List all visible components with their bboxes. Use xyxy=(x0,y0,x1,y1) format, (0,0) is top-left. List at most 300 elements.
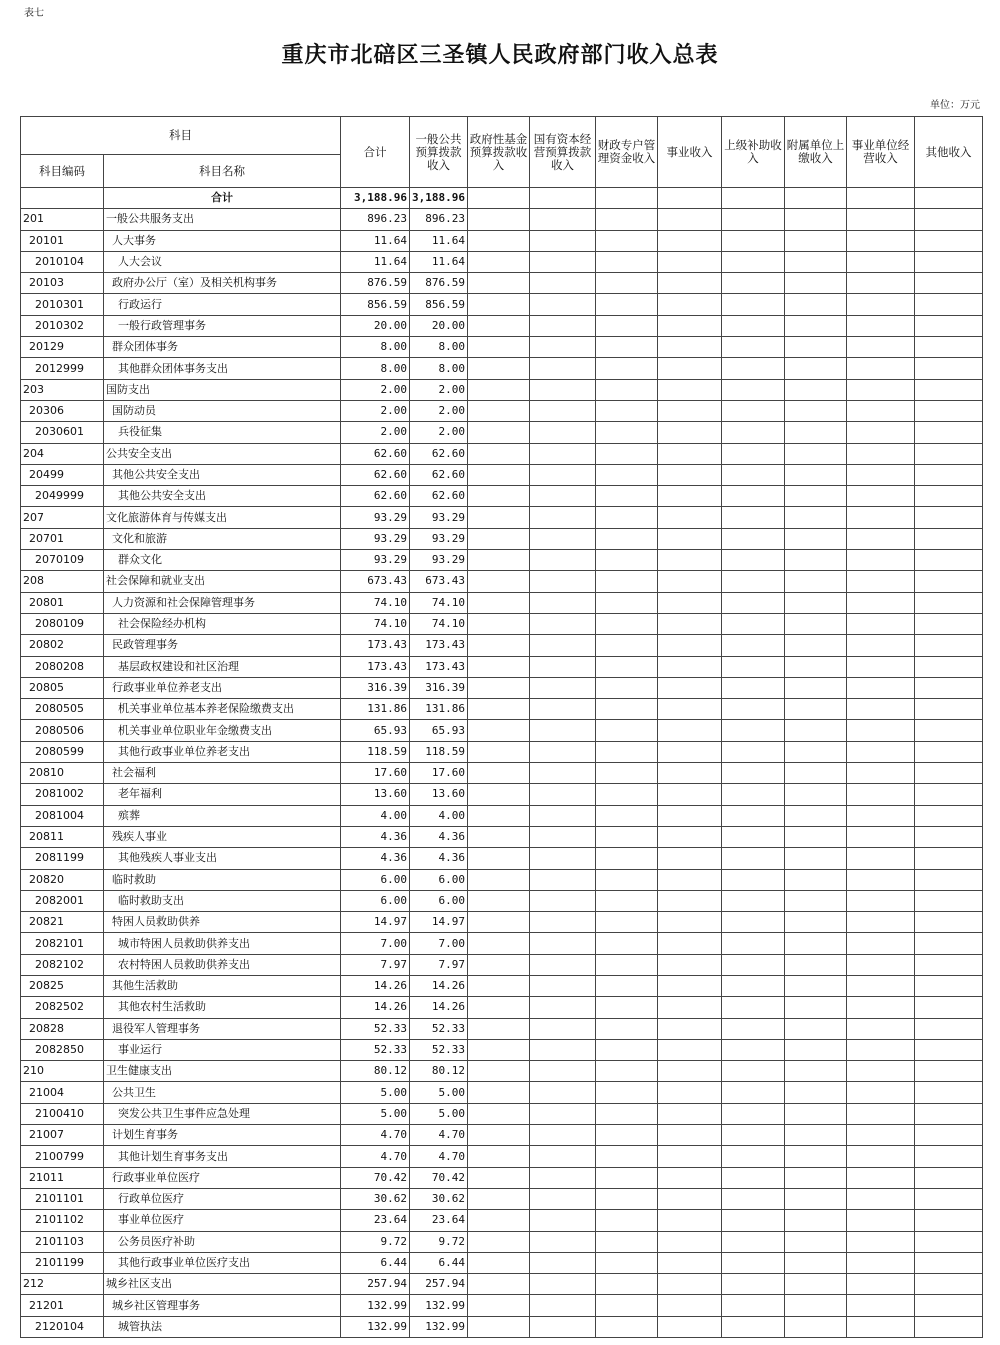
subject-name-cell: 其他计划生育事务支出 xyxy=(104,1146,341,1167)
empty-cell xyxy=(785,1188,847,1209)
empty-cell xyxy=(785,337,847,358)
empty-cell xyxy=(468,443,530,464)
empty-cell xyxy=(847,1188,915,1209)
empty-cell xyxy=(915,1061,983,1082)
empty-cell xyxy=(915,1252,983,1273)
empty-cell xyxy=(530,1231,596,1252)
general-budget-cell: 7.00 xyxy=(410,933,468,954)
total-cell: 93.29 xyxy=(341,507,410,528)
empty-cell xyxy=(785,1061,847,1082)
empty-cell xyxy=(468,230,530,251)
empty-cell xyxy=(785,954,847,975)
empty-cell xyxy=(468,975,530,996)
general-budget-cell: 4.36 xyxy=(410,848,468,869)
empty-cell xyxy=(847,507,915,528)
general-budget-cell: 673.43 xyxy=(410,571,468,592)
table-row xyxy=(21,507,983,528)
empty-cell xyxy=(468,699,530,720)
subject-name-cell: 文化和旅游 xyxy=(104,528,341,549)
empty-cell xyxy=(596,720,658,741)
table-row xyxy=(21,358,983,379)
general-budget-cell: 6.00 xyxy=(410,869,468,890)
empty-cell xyxy=(847,1039,915,1060)
empty-cell xyxy=(722,1125,785,1146)
general-budget-cell: 74.10 xyxy=(410,613,468,634)
empty-cell xyxy=(915,635,983,656)
empty-cell xyxy=(658,550,722,571)
general-budget-cell: 52.33 xyxy=(410,1018,468,1039)
empty-cell xyxy=(530,209,596,230)
table-row xyxy=(21,912,983,933)
empty-cell xyxy=(658,954,722,975)
empty-cell xyxy=(785,720,847,741)
total-cell: 896.23 xyxy=(341,209,410,230)
empty-cell xyxy=(596,379,658,400)
empty-cell xyxy=(530,550,596,571)
table-row xyxy=(21,720,983,741)
empty-cell xyxy=(596,400,658,421)
empty-cell xyxy=(915,954,983,975)
general-budget-cell: 14.26 xyxy=(410,997,468,1018)
empty-cell xyxy=(847,550,915,571)
empty-cell xyxy=(468,507,530,528)
empty-cell xyxy=(530,933,596,954)
subject-name-cell: 国防动员 xyxy=(104,400,341,421)
empty-cell xyxy=(468,209,530,230)
subject-code-cell: 21011 xyxy=(21,1167,104,1188)
empty-cell xyxy=(658,464,722,485)
table-row xyxy=(21,294,983,315)
total-cell: 11.64 xyxy=(341,230,410,251)
page-title: 重庆市北碚区三圣镇人民政府部门收入总表 xyxy=(281,42,719,68)
subject-name-cell: 机关事业单位职业年金缴费支出 xyxy=(104,720,341,741)
empty-cell xyxy=(915,1018,983,1039)
empty-cell xyxy=(530,273,596,294)
table-row xyxy=(21,422,983,443)
total-cell: 17.60 xyxy=(341,763,410,784)
empty-cell xyxy=(722,464,785,485)
empty-cell xyxy=(915,1103,983,1124)
table-row xyxy=(21,975,983,996)
header-state-capital: 国有资本经营预算拨款收入 xyxy=(530,117,596,188)
table-row xyxy=(21,954,983,975)
table-number-tag: 表七 xyxy=(24,8,44,19)
empty-cell xyxy=(530,1146,596,1167)
total-cell: 62.60 xyxy=(341,443,410,464)
empty-cell xyxy=(658,826,722,847)
subject-code-cell: 203 xyxy=(21,379,104,400)
total-cell: 8.00 xyxy=(341,337,410,358)
empty-cell xyxy=(785,443,847,464)
subject-code-cell: 20821 xyxy=(21,912,104,933)
empty-cell xyxy=(468,997,530,1018)
empty-cell xyxy=(468,1252,530,1273)
empty-cell xyxy=(722,1103,785,1124)
header-affiliated-income: 附属单位上缴收入 xyxy=(785,117,847,188)
empty-cell xyxy=(530,294,596,315)
empty-cell xyxy=(468,1188,530,1209)
total-cell: 11.64 xyxy=(341,251,410,272)
subject-name-cell: 公务员医疗补助 xyxy=(104,1231,341,1252)
subject-name-cell: 合计 xyxy=(104,188,341,209)
total-cell: 856.59 xyxy=(341,294,410,315)
empty-cell xyxy=(658,1167,722,1188)
empty-cell xyxy=(915,848,983,869)
subject-name-cell: 人大会议 xyxy=(104,251,341,272)
empty-cell xyxy=(530,1125,596,1146)
empty-cell xyxy=(658,699,722,720)
empty-cell xyxy=(915,720,983,741)
total-cell: 8.00 xyxy=(341,358,410,379)
empty-cell xyxy=(847,1252,915,1273)
empty-cell xyxy=(722,571,785,592)
general-budget-cell: 14.97 xyxy=(410,912,468,933)
subject-name-cell: 其他行政事业单位医疗支出 xyxy=(104,1252,341,1273)
header-superior-subsidy: 上级补助收入 xyxy=(722,117,785,188)
empty-cell xyxy=(847,251,915,272)
subject-name-cell: 特困人员救助供养 xyxy=(104,912,341,933)
empty-cell xyxy=(530,677,596,698)
total-cell: 62.60 xyxy=(341,486,410,507)
empty-cell xyxy=(785,422,847,443)
subject-code-cell: 20820 xyxy=(21,869,104,890)
table-row xyxy=(21,379,983,400)
subject-code-cell: 20103 xyxy=(21,273,104,294)
empty-cell xyxy=(722,826,785,847)
empty-cell xyxy=(468,251,530,272)
empty-cell xyxy=(658,912,722,933)
empty-cell xyxy=(468,848,530,869)
empty-cell xyxy=(847,486,915,507)
general-budget-cell: 3,188.96 xyxy=(410,188,468,209)
subject-code-cell: 2082102 xyxy=(21,954,104,975)
empty-cell xyxy=(658,400,722,421)
empty-cell xyxy=(915,550,983,571)
empty-cell xyxy=(785,528,847,549)
empty-cell xyxy=(596,1316,658,1337)
empty-cell xyxy=(530,997,596,1018)
empty-cell xyxy=(596,613,658,634)
empty-cell xyxy=(468,294,530,315)
empty-cell xyxy=(915,1210,983,1231)
empty-cell xyxy=(468,1274,530,1295)
table-row xyxy=(21,699,983,720)
empty-cell xyxy=(915,464,983,485)
empty-cell xyxy=(722,486,785,507)
table-row xyxy=(21,1125,983,1146)
subject-code-cell: 2010104 xyxy=(21,251,104,272)
empty-cell xyxy=(658,1231,722,1252)
empty-cell xyxy=(785,486,847,507)
table-row xyxy=(21,784,983,805)
general-budget-cell: 257.94 xyxy=(410,1274,468,1295)
empty-cell xyxy=(722,848,785,869)
subject-code-cell: 20810 xyxy=(21,763,104,784)
total-cell: 4.70 xyxy=(341,1146,410,1167)
general-budget-cell: 93.29 xyxy=(410,507,468,528)
empty-cell xyxy=(722,699,785,720)
empty-cell xyxy=(530,1295,596,1316)
subject-code-cell: 21007 xyxy=(21,1125,104,1146)
empty-cell xyxy=(530,528,596,549)
empty-cell xyxy=(658,209,722,230)
table-row xyxy=(21,550,983,571)
empty-cell xyxy=(530,1061,596,1082)
subject-code-cell: 208 xyxy=(21,571,104,592)
empty-cell xyxy=(785,294,847,315)
empty-cell xyxy=(596,954,658,975)
empty-cell xyxy=(847,422,915,443)
empty-cell xyxy=(596,699,658,720)
empty-cell xyxy=(658,1146,722,1167)
subject-code-cell: 20306 xyxy=(21,400,104,421)
empty-cell xyxy=(658,294,722,315)
empty-cell xyxy=(785,890,847,911)
empty-cell xyxy=(915,209,983,230)
empty-cell xyxy=(468,1039,530,1060)
empty-cell xyxy=(847,528,915,549)
total-cell: 74.10 xyxy=(341,613,410,634)
subject-code-cell: 2082001 xyxy=(21,890,104,911)
total-cell: 673.43 xyxy=(341,571,410,592)
empty-cell xyxy=(596,507,658,528)
empty-cell xyxy=(785,251,847,272)
empty-cell xyxy=(847,997,915,1018)
general-budget-cell: 896.23 xyxy=(410,209,468,230)
empty-cell xyxy=(468,635,530,656)
empty-cell xyxy=(915,251,983,272)
empty-cell xyxy=(596,251,658,272)
income-table xyxy=(20,116,983,1338)
empty-cell xyxy=(468,805,530,826)
total-cell: 7.00 xyxy=(341,933,410,954)
empty-cell xyxy=(658,528,722,549)
general-budget-cell: 62.60 xyxy=(410,464,468,485)
subject-code-cell: 20801 xyxy=(21,592,104,613)
empty-cell xyxy=(785,784,847,805)
empty-cell xyxy=(530,613,596,634)
empty-cell xyxy=(785,656,847,677)
empty-cell xyxy=(722,635,785,656)
empty-cell xyxy=(468,1210,530,1231)
empty-cell xyxy=(468,763,530,784)
subject-name-cell: 文化旅游体育与传媒支出 xyxy=(104,507,341,528)
empty-cell xyxy=(847,1316,915,1337)
table-row xyxy=(21,848,983,869)
total-cell: 9.72 xyxy=(341,1231,410,1252)
empty-cell xyxy=(658,1103,722,1124)
empty-cell xyxy=(847,1167,915,1188)
empty-cell xyxy=(468,826,530,847)
empty-cell xyxy=(785,1125,847,1146)
subject-code-cell: 2080109 xyxy=(21,613,104,634)
empty-cell xyxy=(530,741,596,762)
empty-cell xyxy=(468,400,530,421)
empty-cell xyxy=(596,848,658,869)
subject-name-cell: 社会福利 xyxy=(104,763,341,784)
subject-name-cell: 一般行政管理事务 xyxy=(104,315,341,336)
empty-cell xyxy=(785,400,847,421)
empty-cell xyxy=(847,1018,915,1039)
subject-code-cell: 2010302 xyxy=(21,315,104,336)
empty-cell xyxy=(596,826,658,847)
empty-cell xyxy=(847,677,915,698)
general-budget-cell: 2.00 xyxy=(410,422,468,443)
empty-cell xyxy=(530,869,596,890)
empty-cell xyxy=(530,890,596,911)
general-budget-cell: 4.70 xyxy=(410,1146,468,1167)
subject-name-cell: 群众文化 xyxy=(104,550,341,571)
subject-code-cell: 2082101 xyxy=(21,933,104,954)
empty-cell xyxy=(722,379,785,400)
subject-code-cell: 2010301 xyxy=(21,294,104,315)
empty-cell xyxy=(468,1103,530,1124)
empty-cell xyxy=(722,294,785,315)
empty-cell xyxy=(468,315,530,336)
general-budget-cell: 132.99 xyxy=(410,1295,468,1316)
empty-cell xyxy=(722,443,785,464)
empty-cell xyxy=(530,1188,596,1209)
empty-cell xyxy=(847,1231,915,1252)
empty-cell xyxy=(785,975,847,996)
empty-cell xyxy=(722,1082,785,1103)
subject-code-cell: 2080505 xyxy=(21,699,104,720)
subject-code-cell: 20802 xyxy=(21,635,104,656)
total-cell: 876.59 xyxy=(341,273,410,294)
empty-cell xyxy=(658,1274,722,1295)
empty-cell xyxy=(915,741,983,762)
table-row xyxy=(21,486,983,507)
subject-code-cell: 20101 xyxy=(21,230,104,251)
empty-cell xyxy=(596,1252,658,1273)
empty-cell xyxy=(847,635,915,656)
table-row xyxy=(21,337,983,358)
empty-cell xyxy=(658,1295,722,1316)
empty-cell xyxy=(722,763,785,784)
empty-cell xyxy=(658,188,722,209)
empty-cell xyxy=(468,954,530,975)
empty-cell xyxy=(722,1146,785,1167)
empty-cell xyxy=(658,379,722,400)
empty-cell xyxy=(596,273,658,294)
table-row xyxy=(21,1316,983,1337)
total-cell: 30.62 xyxy=(341,1188,410,1209)
empty-cell xyxy=(722,1061,785,1082)
empty-cell xyxy=(468,613,530,634)
table-row xyxy=(21,1103,983,1124)
empty-cell xyxy=(915,571,983,592)
empty-cell xyxy=(915,337,983,358)
empty-cell xyxy=(722,1252,785,1273)
general-budget-cell: 11.64 xyxy=(410,251,468,272)
empty-cell xyxy=(915,294,983,315)
empty-cell xyxy=(468,656,530,677)
empty-cell xyxy=(658,933,722,954)
subject-name-cell: 其他公共安全支出 xyxy=(104,486,341,507)
empty-cell xyxy=(722,869,785,890)
subject-name-cell: 其他群众团体事务支出 xyxy=(104,358,341,379)
general-budget-cell: 6.44 xyxy=(410,1252,468,1273)
total-cell: 80.12 xyxy=(341,1061,410,1082)
empty-cell xyxy=(915,1295,983,1316)
empty-cell xyxy=(915,1316,983,1337)
subject-code-cell: 20701 xyxy=(21,528,104,549)
empty-cell xyxy=(658,1210,722,1231)
general-budget-cell: 62.60 xyxy=(410,486,468,507)
empty-cell xyxy=(785,826,847,847)
subject-name-cell: 行政事业单位医疗 xyxy=(104,1167,341,1188)
empty-cell xyxy=(468,1316,530,1337)
subject-name-cell: 行政单位医疗 xyxy=(104,1188,341,1209)
empty-cell xyxy=(596,1039,658,1060)
empty-cell xyxy=(915,1039,983,1060)
subject-name-cell: 其他生活救助 xyxy=(104,975,341,996)
empty-cell xyxy=(468,273,530,294)
general-budget-cell: 7.97 xyxy=(410,954,468,975)
empty-cell xyxy=(847,890,915,911)
table-row xyxy=(21,1188,983,1209)
empty-cell xyxy=(468,1125,530,1146)
empty-cell xyxy=(530,720,596,741)
empty-cell xyxy=(596,1188,658,1209)
empty-cell xyxy=(596,315,658,336)
empty-cell xyxy=(658,486,722,507)
subject-code-cell: 201 xyxy=(21,209,104,230)
subject-name-cell: 城市特困人员救助供养支出 xyxy=(104,933,341,954)
total-cell: 2.00 xyxy=(341,400,410,421)
empty-cell xyxy=(847,230,915,251)
subject-code-cell: 20805 xyxy=(21,677,104,698)
empty-cell xyxy=(722,933,785,954)
header-special-account: 财政专户管理资金收入 xyxy=(596,117,658,188)
total-cell: 5.00 xyxy=(341,1082,410,1103)
empty-cell xyxy=(722,1167,785,1188)
empty-cell xyxy=(785,1167,847,1188)
general-budget-cell: 9.72 xyxy=(410,1231,468,1252)
empty-cell xyxy=(847,613,915,634)
general-budget-cell: 20.00 xyxy=(410,315,468,336)
empty-cell xyxy=(915,507,983,528)
subject-code-cell: 2030601 xyxy=(21,422,104,443)
table-row xyxy=(21,1252,983,1273)
empty-cell xyxy=(530,422,596,443)
empty-cell xyxy=(847,656,915,677)
empty-cell xyxy=(658,1125,722,1146)
empty-cell xyxy=(596,294,658,315)
empty-cell xyxy=(530,954,596,975)
subject-name-cell: 一般公共服务支出 xyxy=(104,209,341,230)
subject-name-cell: 其他公共安全支出 xyxy=(104,464,341,485)
table-row xyxy=(21,890,983,911)
empty-cell xyxy=(596,1018,658,1039)
empty-cell xyxy=(915,975,983,996)
general-budget-cell: 80.12 xyxy=(410,1061,468,1082)
subject-code-cell: 21004 xyxy=(21,1082,104,1103)
total-cell: 2.00 xyxy=(341,379,410,400)
empty-cell xyxy=(915,1231,983,1252)
subject-name-cell: 事业运行 xyxy=(104,1039,341,1060)
table-row xyxy=(21,209,983,230)
subject-name-cell: 公共安全支出 xyxy=(104,443,341,464)
subject-code-cell: 2080599 xyxy=(21,741,104,762)
empty-cell xyxy=(847,741,915,762)
subject-code-cell: 2081199 xyxy=(21,848,104,869)
empty-cell xyxy=(658,507,722,528)
subject-code-cell: 2101103 xyxy=(21,1231,104,1252)
empty-cell xyxy=(915,422,983,443)
empty-cell xyxy=(915,443,983,464)
general-budget-cell: 70.42 xyxy=(410,1167,468,1188)
